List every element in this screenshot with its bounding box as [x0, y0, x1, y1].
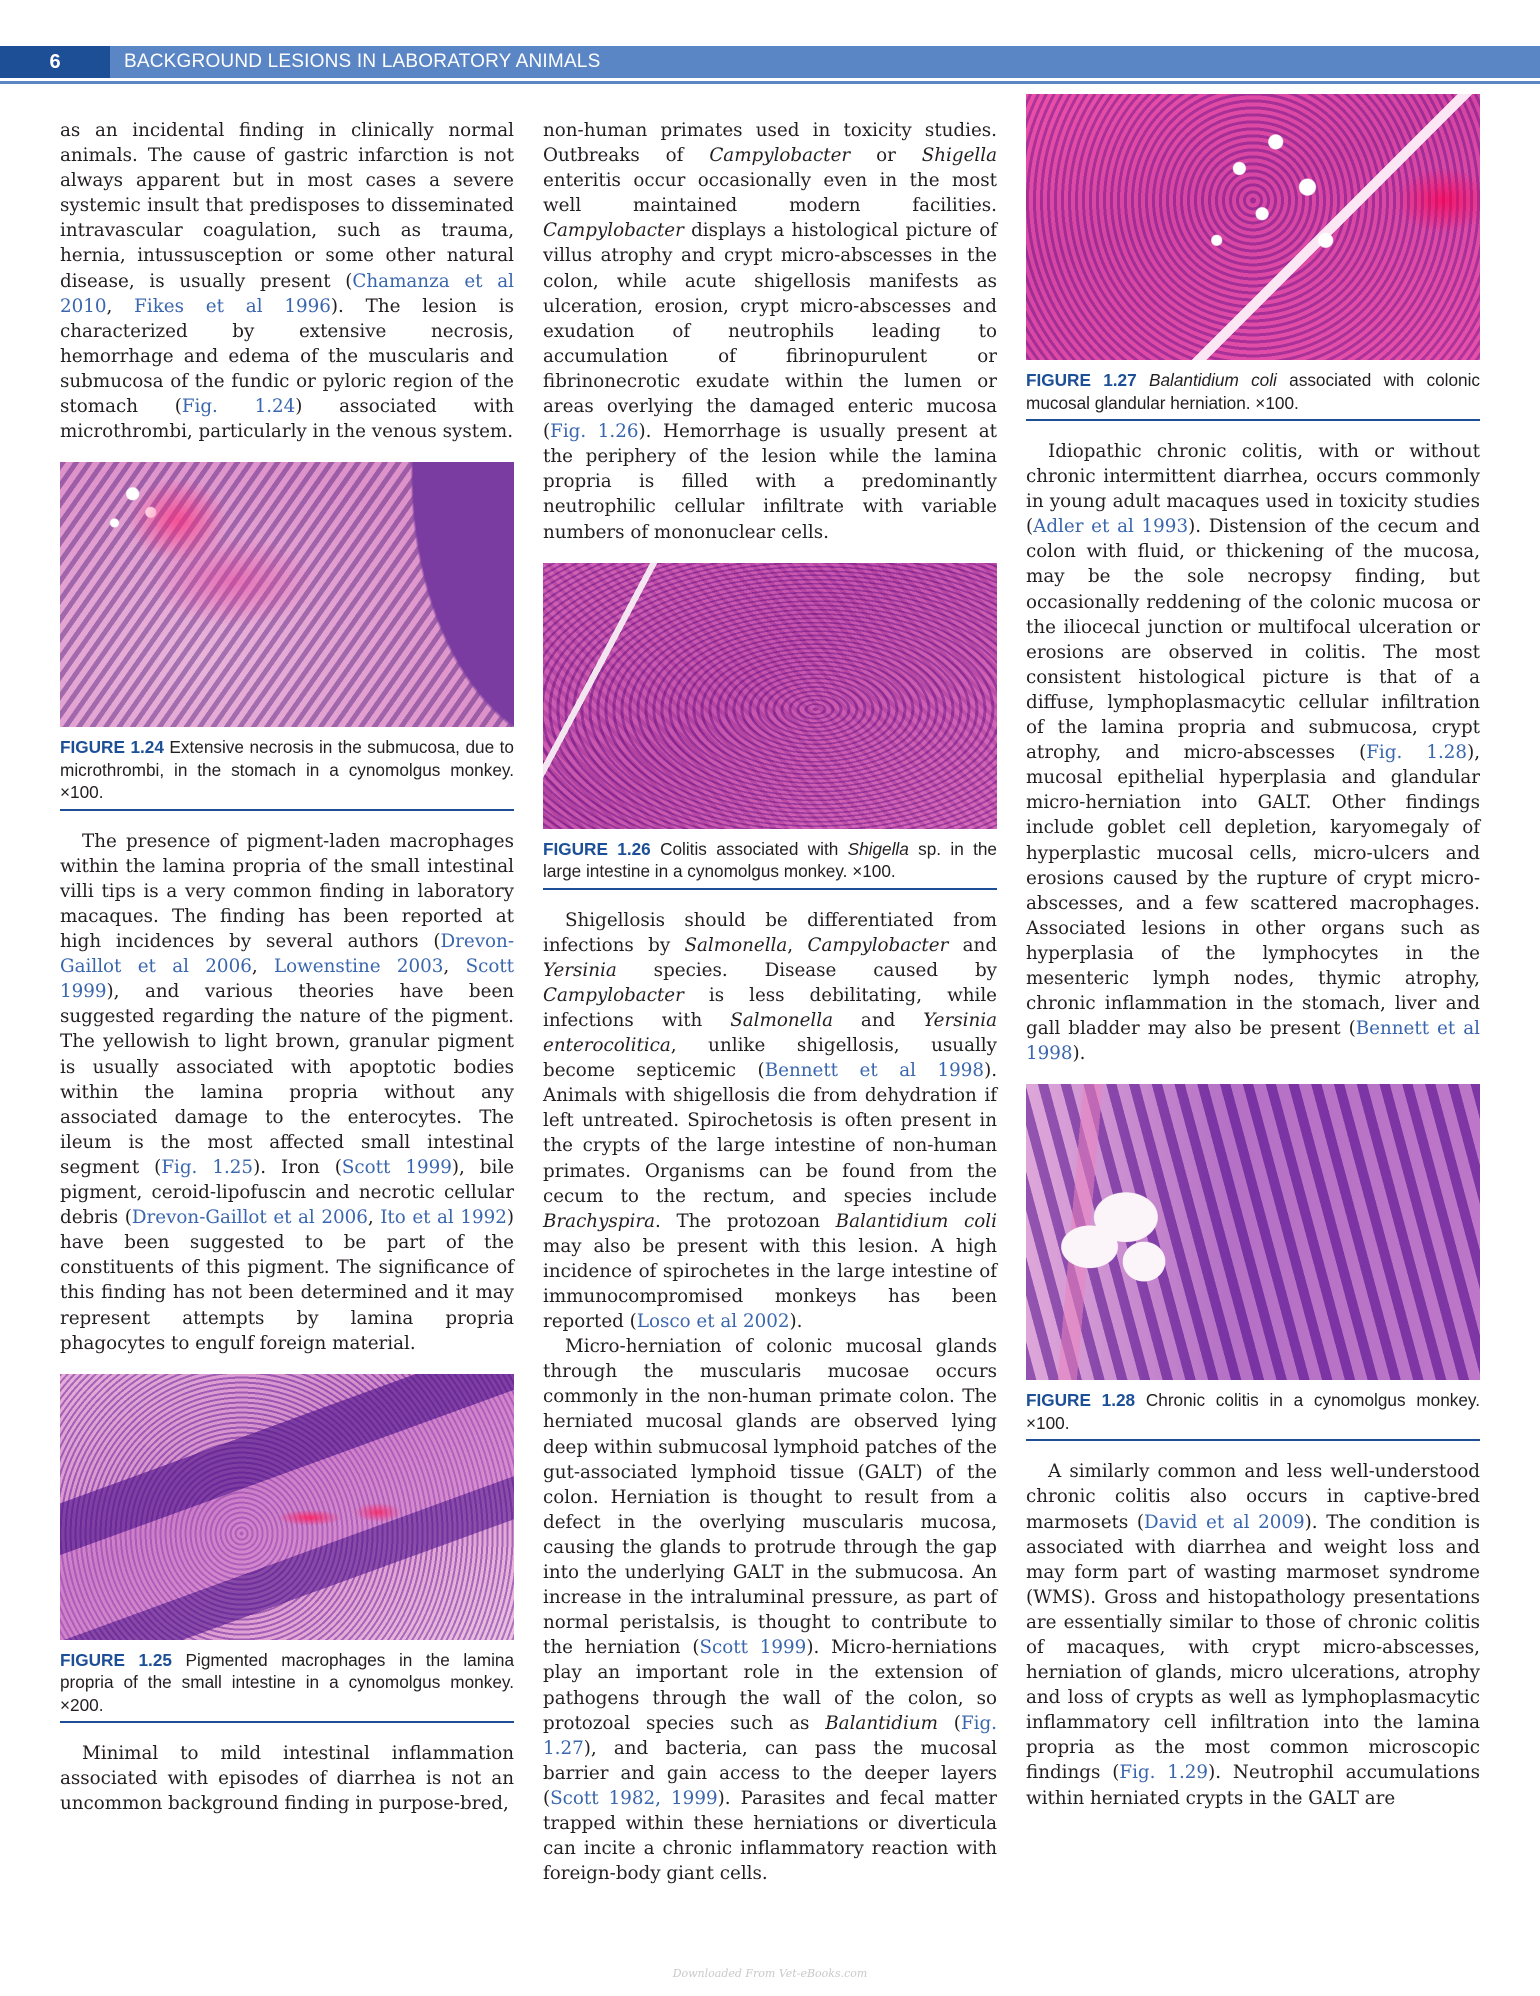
- caption-text: Colitis associated with: [660, 838, 848, 859]
- caption-text: Pigmented macrophages in the lamina propria of the small intestine in a cynomolgus monkey. ×200.: [60, 1649, 514, 1715]
- italic-term: Yersinia: [543, 959, 617, 981]
- text-run: and: [948, 934, 998, 956]
- figure-1-26: [543, 563, 997, 890]
- citation-link[interactable]: Lowenstine 2003: [273, 956, 444, 978]
- caption-text: associated with colonic mucosal glandular herniation. ×100.: [1026, 370, 1480, 413]
- text-run: ). Neutrophil accumulations within herniated crypts in the GALT are: [1026, 1762, 1481, 1809]
- figure-label: FIGURE 1.25: [60, 1649, 172, 1670]
- citation-link[interactable]: Ito et al 1992: [380, 1207, 507, 1229]
- italic-term: Campylobacter: [543, 220, 684, 242]
- citation-link[interactable]: Scott 1999: [341, 1156, 452, 1178]
- text-run: ). The condition is associated with diarrhea and weight loss and may form part of wasting marmoset syndrome (WMS). Gross and histopathology presentations are essentially similar to those of chronic colitis of macaques, with crypt micro-abscesses, herniation of glands, micro ulcerations, atrophy and loss of crypts as well as lymphoplasmacytic inflammatory cell infiltration into the lamina propria as the most common microscopic findings (: [1026, 1511, 1480, 1784]
- figure-1-24-caption: [60, 736, 514, 811]
- text-run: ). The lesion is characterized by extensive necrosis, hemorrhage and edema of the muscularis and submucosa of the fundic or pyloric region of the stomach (: [60, 295, 514, 418]
- paragraph-pigment-macrophages: [60, 829, 514, 1356]
- header-rule: [0, 81, 1540, 84]
- citation-link[interactable]: Drevon-Gaillot et al 2006: [131, 1207, 368, 1229]
- paragraph-shigellosis: [543, 908, 997, 1335]
- paragraph-intestinal-inflammation: [60, 1741, 514, 1816]
- text-run: ).: [1072, 1043, 1086, 1065]
- citation-link[interactable]: David et al 2009: [1143, 1511, 1305, 1533]
- figure-label: FIGURE 1.24: [60, 737, 164, 758]
- caption-italic: Balantidium coli: [1148, 370, 1277, 390]
- text-run: ,: [106, 295, 135, 317]
- running-header: [0, 46, 1540, 78]
- italic-term: Brachyspira: [543, 1210, 655, 1232]
- italic-term: Yersinia enterocolitica: [543, 1009, 997, 1057]
- figure-1-25: [60, 1374, 514, 1724]
- citation-link[interactable]: Bennett et al 1998: [764, 1060, 985, 1082]
- caption-text: sp. in the large intestine in a cynomolgus monkey. ×100.: [543, 838, 997, 882]
- text-run: (: [937, 1712, 961, 1734]
- text-run: ) have been suggested to be part of the constituents of this pigment. The significance of this finding has not been determined and it may represent attempts by lamina propria phagocytes to engulf foreign material.: [60, 1207, 514, 1354]
- citation-link[interactable]: Scott 1982, 1999: [550, 1787, 718, 1809]
- text-run: ). Hemorrhage is usually present at the periphery of the lesion while the lamina propria is filled with a predominantly neutrophilic cellular infiltrate with variable numbers of mononuclear cells.: [543, 421, 998, 543]
- text-run: Idiopathic chronic colitis, with or without chronic intermittent diarrhea, occurs commonly in young adult macaques used in toxicity studies (: [1026, 441, 1480, 538]
- text-run: ), and various theories have been suggested regarding the nature of the pigment. The yellowish to light brown, granular pigment is usually associated with apoptotic bodies within the lamina propria without any associated damage to the enterocytes. The ileum is the most affected small intestinal segment (: [60, 981, 514, 1178]
- text-run: Shigellosis should be differentiated from infections by: [543, 909, 997, 956]
- column-middle: [543, 118, 997, 1886]
- text-run: ,: [367, 1207, 381, 1229]
- page-number: 6: [0, 46, 110, 78]
- citation-link[interactable]: Fig. 1.28: [1366, 742, 1468, 764]
- figure-label: FIGURE 1.26: [543, 838, 651, 859]
- figure-1-28-caption: [1026, 1389, 1480, 1441]
- text-run: may also be present with this lesion. A high incidence of spirochetes in the large intestine of immunocompromised monkeys has been reported (: [543, 1235, 997, 1333]
- text-run: ) associated with microthrombi, particularly in the venous system.: [60, 396, 514, 443]
- text-run: A similarly common and less well-understood chronic colitis also occurs in captive-bred marmosets (: [1026, 1461, 1480, 1533]
- italic-term: Campylobacter: [543, 984, 684, 1006]
- figure-label: FIGURE 1.28: [1026, 1390, 1136, 1411]
- figure-1-24: [60, 462, 514, 811]
- text-run: ), bile pigment, ceroid-lipofuscin and necrotic cellular debris (: [60, 1156, 515, 1229]
- text-run: ), mucosal epithelial hyperplasia and glandular micro-herniation into GALT. Other findings include goblet cell depletion, karyomegaly of hyperplastic mucosal cells, micro-ulcers and erosions caused by the rupture of crypt micro-abscesses, and a few scattered macrophages. Associated lesions in other organs such as hyperplasia of the lymphocytes in the mesenteric lymph nodes, thymic atrophy, chronic inflammation in the stomach, liver and gall bladder may also be present (: [1026, 742, 1481, 1040]
- text-run: displays a histological picture of villus atrophy and crypt micro-abscesses in the colon, while acute shigellosis manifests as ulceration, erosion, crypt micro-abscesses and exudation of neutrophils leading to accumulation of fibrinopurulent or fibrinonecrotic exudate within the lumen or areas overlying the damaged enteric mucosa (: [543, 220, 997, 443]
- paragraph-gastric-infarction: [60, 118, 514, 444]
- citation-link[interactable]: Drevon-Gaillot et al 2006: [60, 931, 514, 978]
- paragraph-micro-herniation: [543, 1334, 997, 1886]
- italic-term: Balantidium: [825, 1712, 938, 1734]
- text-run: ). Distension of the cecum and colon with fluid, or thickening of the mucosa, may be the sole necropsy finding, but occasionally reddening of the colonic mucosa or the iliocecal junction or multifocal ulceration or erosions are observed in colitis. The most consistent histological picture is that of a diffuse, lymphoplasmacytic cellular infiltration of the lamina propria and submucosa, crypt atrophy, and micro-abscesses (: [1026, 516, 1480, 764]
- paragraph-idiopathic-colitis: [1026, 439, 1480, 1066]
- text-run: ), and bacteria, can pass the mucosal barrier and gain access to the deeper layers (: [543, 1737, 997, 1809]
- paragraph-enteritis-outbreaks: [543, 118, 997, 545]
- text-run: ).: [789, 1311, 803, 1333]
- figure-1-27-micrograph: [1026, 94, 1480, 360]
- figure-1-25-caption: [60, 1649, 514, 1724]
- figure-1-28: [1026, 1084, 1480, 1441]
- citation-link[interactable]: Chamanza et al 2010: [60, 270, 514, 317]
- figure-1-25-micrograph: [60, 1374, 514, 1640]
- text-run: and: [833, 1009, 924, 1031]
- text-run: as an incidental finding in clinically normal animals. The cause of gastric infarction is not always apparent but in most cases a severe systemic insult that predisposes to disseminated intravascular coagulation, such as trauma, hernia, intussusception or some other natural disease, is usually present (: [60, 120, 514, 292]
- text-run: ,: [443, 956, 466, 978]
- text-run: is less debilitating, while infections with: [543, 984, 997, 1031]
- citation-link[interactable]: Adler et al 1993: [1033, 516, 1189, 538]
- figure-1-24-micrograph: [60, 462, 514, 727]
- paragraph-marmoset-colitis: [1026, 1459, 1480, 1810]
- text-run: non-human primates used in toxicity studies. Outbreaks of: [543, 120, 997, 167]
- citation-link[interactable]: Scott 1999: [699, 1637, 807, 1659]
- text-run: species. Disease caused by: [616, 959, 997, 981]
- column-right: [1026, 94, 1480, 1811]
- italic-term: Campylobacter: [807, 934, 949, 956]
- citation-link[interactable]: Fig. 1.25: [161, 1156, 254, 1178]
- citation-link[interactable]: Fig. 1.26: [550, 421, 639, 443]
- figure-1-27-caption: [1026, 369, 1480, 421]
- citation-link[interactable]: Losco et al 2002: [636, 1311, 790, 1333]
- italic-term: Campylobacter: [709, 145, 851, 167]
- text-run: ). Micro-herniations play an important role in the extension of pathogens through the wall of the colon, so protozoal species such as: [543, 1637, 997, 1734]
- figure-1-26-caption: [543, 838, 997, 890]
- text-run: or: [850, 145, 922, 167]
- citation-link[interactable]: Bennett et al 1998: [1026, 1018, 1480, 1065]
- caption-italic: Shigella: [847, 838, 909, 859]
- text-run: ). Iron (: [253, 1156, 342, 1178]
- running-title: BACKGROUND LESIONS IN LABORATORY ANIMALS: [124, 51, 601, 72]
- figure-label: FIGURE 1.27: [1026, 370, 1137, 390]
- italic-term: Salmonella: [730, 1009, 834, 1031]
- column-left: [60, 118, 514, 1816]
- text-run: The presence of pigment-laden macrophages within the lamina propria of the small intestinal villi tips is a very common finding in laboratory macaques. The finding has been reported at high incidences by several authors (: [60, 830, 514, 953]
- text-run: , unlike shigellosis, usually become septicemic (: [543, 1035, 997, 1082]
- text-run: Micro-herniation of colonic mucosal glands through the muscularis mucosae occurs commonly in the non-human primate colon. The herniated mucosal glands are observed lying deep within submucosal lymphoid patches of the gut-associated lymphoid tissue (GALT) of the colon. Herniation is thought to result from a defect in the overlying muscularis mucosa, causing the glands to protrude through the gap into the underlying GALT in the submucosa. An increase in the intraluminal pressure, as part of normal peristalsis, is thought to contribute to the herniation (: [543, 1336, 997, 1659]
- text-run: ,: [251, 956, 274, 978]
- text-run: Minimal to mild intestinal inflammation associated with episodes of diarrhea is not an uncommon background finding in purpose-bred,: [60, 1743, 514, 1815]
- download-watermark: Downloaded From Vet-eBooks.com: [672, 1967, 868, 1980]
- italic-term: Shigella: [921, 145, 997, 167]
- text-run: ). Parasites and fecal matter trapped within these herniations or diverticula can incite a chronic inflammatory reaction with foreign-body giant cells.: [543, 1787, 997, 1885]
- figure-1-28-micrograph: [1026, 1084, 1480, 1380]
- citation-link[interactable]: Scott 1999: [60, 956, 515, 1003]
- citation-link[interactable]: Fig. 1.24: [181, 396, 296, 418]
- citation-link[interactable]: Fig. 1.27: [543, 1712, 997, 1759]
- text-run: . The protozoan: [654, 1210, 836, 1232]
- text-run: ). Animals with shigellosis die from dehydration if left untreated. Spirochetosis is often present in the crypts of the large intestine of non-human primates. Organisms can be found from the cecum to the rectum, and species include: [543, 1060, 998, 1207]
- text-run: enteritis occur occasionally even in the most well maintained modern facilities.: [543, 170, 997, 217]
- citation-link[interactable]: Fikes et al 1996: [134, 295, 331, 317]
- caption-text: Chronic colitis in a cynomolgus monkey. ×100.: [1026, 1390, 1480, 1433]
- italic-term: Balantidium coli: [835, 1210, 997, 1232]
- italic-term: Salmonella: [684, 934, 788, 956]
- citation-link[interactable]: Fig. 1.29: [1119, 1762, 1209, 1784]
- text-run: ,: [787, 934, 808, 956]
- figure-1-27: [1026, 94, 1480, 421]
- caption-text: Extensive necrosis in the submucosa, due to microthrombi, in the stomach in a cynomolgus monkey. ×100.: [60, 737, 514, 803]
- figure-1-26-micrograph: [543, 563, 997, 829]
